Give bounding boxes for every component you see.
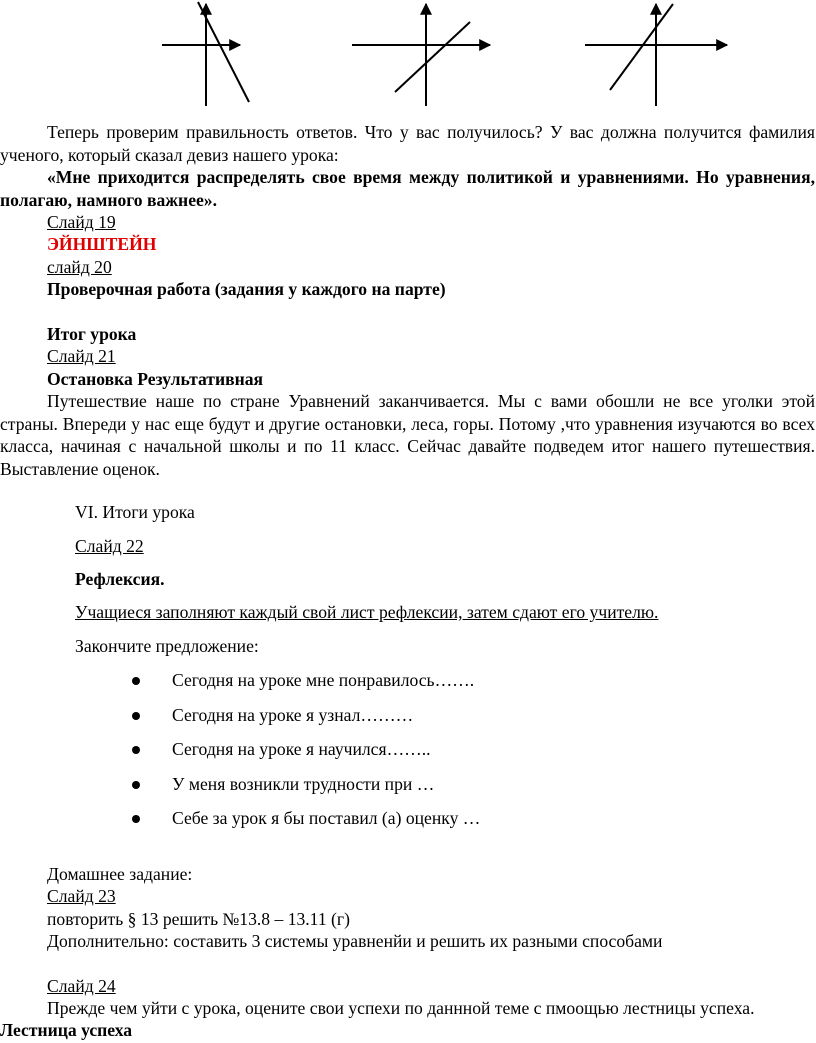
list-item: Сегодня на уроке я научился…….. bbox=[172, 739, 431, 759]
graphs-figure bbox=[0, 0, 816, 112]
homework-task: повторить § 13 решить №13.8 – 13.11 (г) bbox=[47, 909, 350, 929]
list-item: Сегодня на уроке мне понравилось……. bbox=[172, 670, 475, 690]
bullet-dot bbox=[132, 746, 140, 754]
answer-einstein: ЭЙНШТЕЙН bbox=[47, 234, 157, 254]
list-item: Сегодня на уроке я узнал……… bbox=[172, 705, 414, 725]
bullet-dot bbox=[132, 712, 140, 720]
reflection-heading: Рефлексия. bbox=[75, 569, 165, 589]
function-line bbox=[395, 22, 470, 92]
bullet-dot bbox=[132, 815, 140, 823]
slide-19-link: Слайд 19 bbox=[47, 212, 116, 232]
intro-paragraph: Теперь проверим правильность ответов. Что у вас получилось? У вас должна получится фамилия ученого, который сказал девиз нашего урока: bbox=[0, 122, 815, 165]
list-item: Себе за урок я бы поставил (а) оценку … bbox=[172, 808, 481, 828]
reflection-instruction: Учащиеся заполняют каждый свой лист рефлексии, затем сдают его учителю. bbox=[75, 602, 659, 622]
graph-increasing-line-shifted bbox=[585, 4, 727, 106]
finish-sentence-prompt: Закончите предложение: bbox=[75, 636, 259, 656]
before-leaving-text: Прежде чем уйти с урока, оцените свои успехи по даннной теме с пмоощью лестницы успеха. bbox=[47, 998, 755, 1018]
function-line bbox=[610, 4, 673, 90]
slide-22-link: Слайд 22 bbox=[75, 536, 144, 556]
journey-paragraph: Путешествие наше по стране Уравнений заканчивается. Мы с вами обошли не все уголки этой страны. Впереди у нас еще будут и другие остановки, леса, горы. Потому ,что уравнения изучаются во всех класса, начиная с начальной школы и по 11 класс. Сейчас давайте подведем итог нашего путешествия. Выставление оценок. bbox=[0, 391, 815, 479]
slide-24-link: Слайд 24 bbox=[47, 976, 116, 996]
bullet-dot bbox=[132, 677, 140, 685]
lesson-summary-heading: Итог урока bbox=[47, 324, 137, 344]
slide-23-link: Слайд 23 bbox=[47, 886, 116, 906]
ladder-heading: Лестница успеха bbox=[0, 1020, 133, 1040]
stop-heading: Остановка Результативная bbox=[47, 369, 264, 389]
homework-heading: Домашнее задание: bbox=[47, 864, 193, 884]
check-work-heading: Проверочная работа (задания у каждого на парте) bbox=[47, 279, 446, 299]
list-item: У меня возникли трудности при … bbox=[172, 774, 435, 794]
bullet-dot bbox=[132, 781, 140, 789]
graph-decreasing-line bbox=[162, 2, 249, 106]
slide-21-link: Слайд 21 bbox=[47, 346, 116, 366]
homework-extra: Дополнительно: составить 3 системы уравненйи и решить их разными способами bbox=[47, 931, 663, 951]
slide-20-link: слайд 20 bbox=[47, 257, 112, 277]
graph-increasing-line bbox=[352, 4, 490, 106]
quote-paragraph: «Мне приходится распределять свое время между политикой и уравнениями. Но уравнения, полагаю, намного важнее». bbox=[0, 167, 815, 210]
section-vi-heading: VI. Итоги урока bbox=[75, 502, 195, 522]
